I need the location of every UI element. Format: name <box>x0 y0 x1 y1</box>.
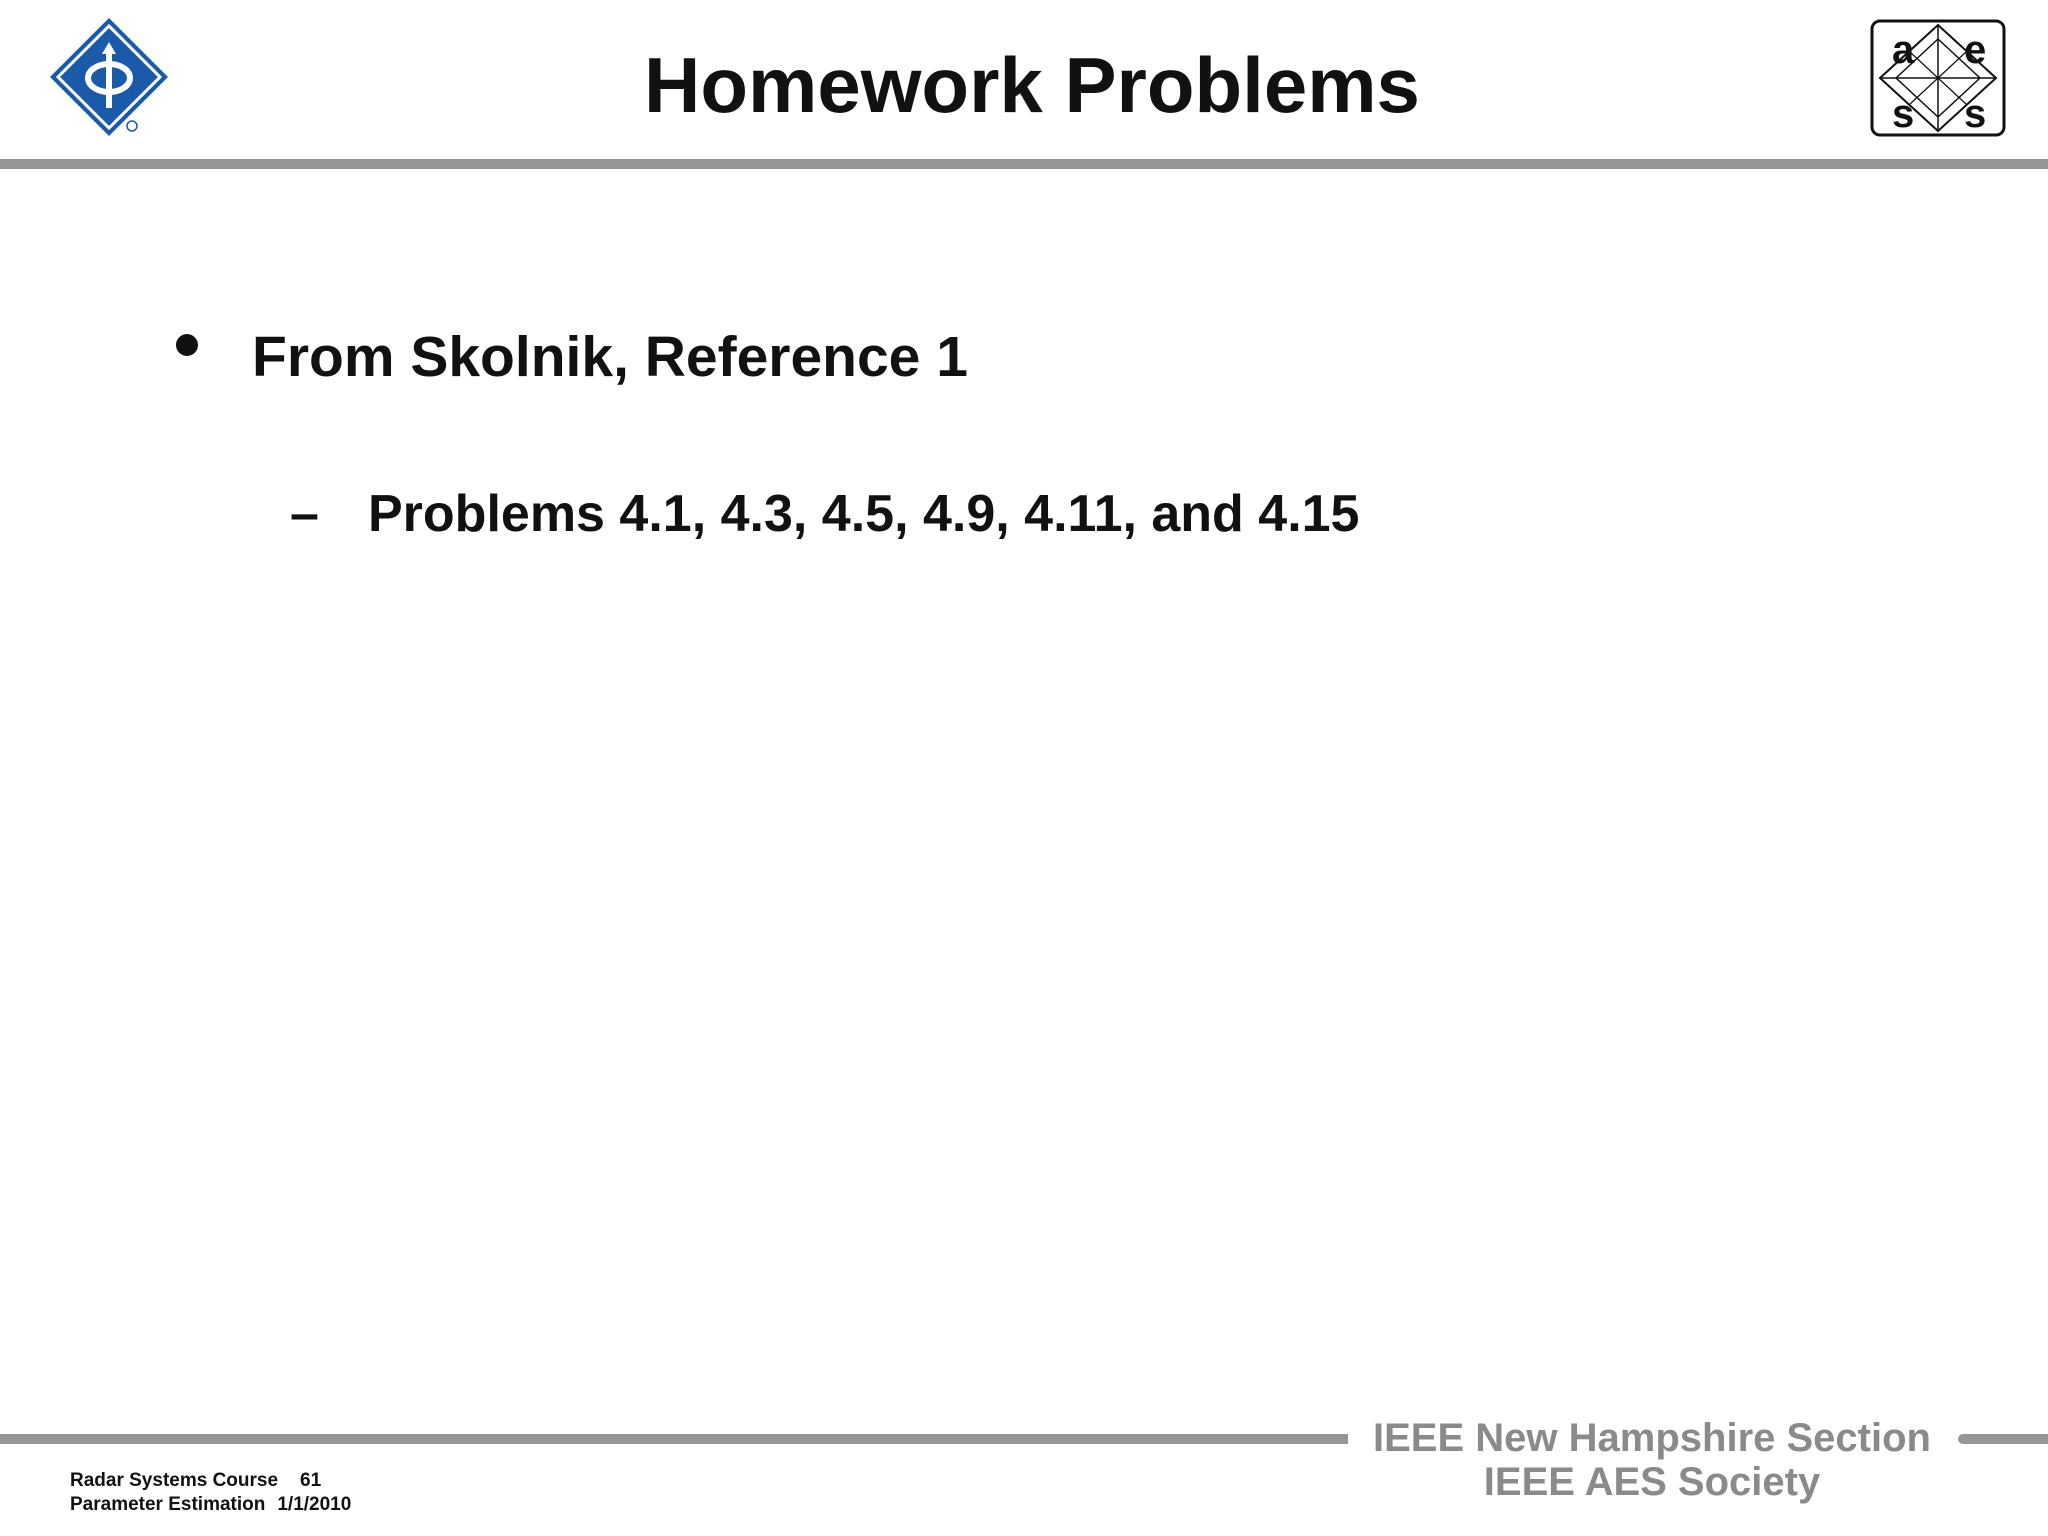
footer-divider-left <box>0 1434 1348 1444</box>
footer-course: Radar Systems Course <box>70 1470 279 1491</box>
aess-logo-icon <box>1870 19 2006 137</box>
sub-bullet-marker: – <box>290 485 319 543</box>
page-title: Homework Problems <box>644 41 1420 129</box>
aess-letter-s-right: s <box>1964 92 1987 136</box>
footer-divider-right <box>1958 1434 2048 1444</box>
sub-bullet-item: Problems 4.1, 4.3, 4.5, 4.9, 4.11, and 4.15 <box>368 485 1360 543</box>
bullet-marker-icon <box>176 334 198 356</box>
aess-letter-a: a <box>1892 28 1915 72</box>
bullet-item: From Skolnik, Reference 1 <box>252 325 968 389</box>
footer-org-line-1: IEEE New Hampshire Section <box>1373 1416 1931 1460</box>
aess-letter-e: e <box>1964 28 1987 72</box>
footer-org-line-2: IEEE AES Society <box>1483 1460 1821 1504</box>
footer-topic: Parameter Estimation <box>70 1494 266 1515</box>
footer-date: 1/1/2010 <box>277 1494 352 1515</box>
footer-organization <box>1352 1416 1952 1504</box>
page-number: 61 <box>300 1470 322 1491</box>
header-divider <box>0 159 2048 169</box>
aess-letter-s-left: s <box>1892 92 1915 136</box>
footer-info <box>70 1469 351 1517</box>
